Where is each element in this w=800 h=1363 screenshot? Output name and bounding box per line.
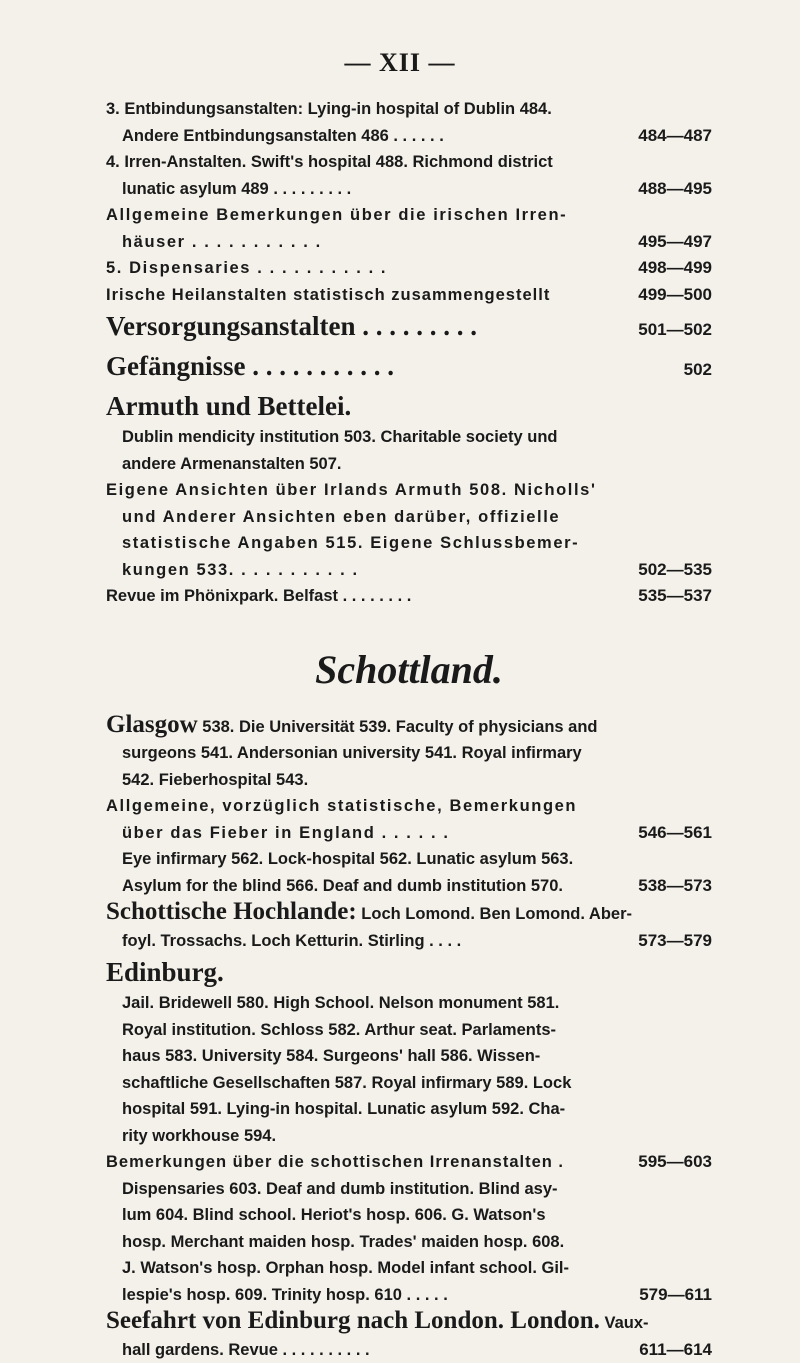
toc-entry-line: Gefängnisse . . . . . . . . . . . <box>106 348 684 384</box>
toc-entry-versorgungsanstalten <box>106 308 712 348</box>
toc-entry-irren-anstalten <box>106 149 712 202</box>
page-range: 595—603 <box>638 1149 712 1176</box>
toc-entry-line: hosp. Merchant maiden hosp. Trades' maiden hosp. 608. <box>106 1229 712 1256</box>
toc-entry-line: Revue im Phönixpark. Belfast . . . . . . . . <box>106 583 638 610</box>
page-number: — XII — <box>0 48 800 78</box>
toc-entry-line: Andere Entbindungsanstalten 486 . . . . . . <box>122 123 638 150</box>
toc-entry-line: Bemerkungen über die schottischen Irrenanstalten . <box>106 1149 638 1176</box>
toc-entry-line: Asylum for the blind 566. Deaf and dumb institution 570. <box>122 873 638 900</box>
page-range: 611—614 <box>639 1337 712 1363</box>
page-range: 502 <box>684 352 712 388</box>
toc-entry-line: Loch Lomond. Ben Lomond. Aber- <box>361 905 632 923</box>
toc-entry-line: Armuth und Bettelei. <box>106 388 712 424</box>
toc-entry-line: Eigene Ansichten über Irlands Armuth 508. Nicholls' <box>106 477 712 504</box>
toc-entry-line: 3. Entbindungsanstalten: Lying-in hospital of Dublin 484. <box>106 96 712 123</box>
toc-entry-edinburg-details <box>106 990 712 1149</box>
page-range: 579—611 <box>639 1282 712 1309</box>
page-range: 499—500 <box>638 282 712 309</box>
toc-entry-line: Royal institution. Schloss 582. Arthur seat. Parlaments- <box>106 1017 712 1044</box>
toc-entry-dispensaries <box>106 255 712 282</box>
toc-entry-line: Vaux- <box>605 1314 649 1332</box>
toc-entry-line: foyl. Trossachs. Loch Ketturin. Stirling . . . . <box>122 928 638 955</box>
page-range: 573—579 <box>638 928 712 955</box>
toc-entry-line: statistische Angaben 515. Eigene Schlussbemer- <box>106 530 712 557</box>
page-range: 501—502 <box>638 312 712 348</box>
toc-entry-eigene-ansichten <box>106 477 712 583</box>
toc-entry-glasgow <box>106 712 712 794</box>
toc-entry-allgemeine-bemerkungen <box>106 202 712 255</box>
toc-entry-line: häuser . . . . . . . . . . . <box>122 229 638 256</box>
toc-entry-line: Allgemeine Bemerkungen über die irischen Irren- <box>106 202 712 229</box>
table-of-contents <box>106 96 712 1363</box>
toc-entry-irische-heilanstalten <box>106 282 712 309</box>
page-range: 484—487 <box>638 123 712 150</box>
toc-entry-line: Jail. Bridewell 580. High School. Nelson monument 581. <box>106 990 712 1017</box>
page-range: 488—495 <box>638 176 712 203</box>
toc-entry-revue-phoenixpark <box>106 583 712 610</box>
toc-entry-schottische-irrenanstalten <box>106 1149 712 1176</box>
toc-entry-lead: Glasgow <box>106 711 198 738</box>
toc-entry-edinburg-dispensaries <box>106 1176 712 1309</box>
toc-entry-line: kungen 533. . . . . . . . . . . <box>122 557 638 584</box>
page-range: 538—573 <box>638 873 712 900</box>
toc-entry-line: lunatic asylum 489 . . . . . . . . . <box>122 176 638 203</box>
toc-entry-line: lum 604. Blind school. Heriot's hosp. 606. G. Watson's <box>106 1202 712 1229</box>
toc-entry-line: 542. Fieberhospital 543. <box>106 767 712 794</box>
section-heading-armuth <box>106 388 712 424</box>
page-range: 495—497 <box>638 229 712 256</box>
toc-entry-dublin-mendicity <box>106 424 712 477</box>
toc-entry-line: surgeons 541. Andersonian university 541. Royal infirmary <box>106 740 712 767</box>
page-range: 502—535 <box>638 557 712 584</box>
toc-entry-line: 4. Irren-Anstalten. Swift's hospital 488. Richmond district <box>106 149 712 176</box>
toc-entry-line: schaftliche Gesellschaften 587. Royal infirmary 589. Lock <box>106 1070 712 1097</box>
toc-entry-line: 5. Dispensaries . . . . . . . . . . . <box>106 255 638 282</box>
toc-entry-line: andere Armenanstalten 507. <box>106 451 712 478</box>
section-heading-edinburg <box>106 954 712 990</box>
toc-entry-schottische-hochlande <box>106 899 712 954</box>
page-range: 535—537 <box>638 583 712 610</box>
toc-entry-line: Versorgungsanstalten . . . . . . . . . <box>106 308 638 344</box>
toc-entry-line: hall gardens. Revue . . . . . . . . . . <box>122 1337 639 1363</box>
toc-entry-line: lespie's hosp. 609. Trinity hosp. 610 . . . . . <box>122 1282 639 1309</box>
toc-entry-line: haus 583. University 584. Surgeons' hall 586. Wissen- <box>106 1043 712 1070</box>
toc-entry-line: rity workhouse 594. <box>106 1123 712 1150</box>
toc-entry-line: und Anderer Ansichten eben darüber, offizielle <box>106 504 712 531</box>
toc-entry-eye-infirmary <box>106 846 712 899</box>
toc-entry-line: Allgemeine, vorzüglich statistische, Bemerkungen <box>106 793 712 820</box>
toc-entry-lead: Schottische Hochlande: <box>106 898 357 925</box>
toc-entry-line: Edinburg. <box>106 954 712 990</box>
toc-entry-seefahrt <box>106 1308 712 1363</box>
toc-entry-lead: Seefahrt von Edinburg nach London. London. <box>106 1307 600 1334</box>
section-title-schottland: Schottland. <box>106 642 712 698</box>
toc-entry-line: Dublin mendicity institution 503. Charitable society und <box>106 424 712 451</box>
page-range: 546—561 <box>638 820 712 847</box>
toc-entry-line: J. Watson's hosp. Orphan hosp. Model infant school. Gil- <box>106 1255 712 1282</box>
toc-entry-line: 538. Die Universität 539. Faculty of physicians and <box>202 718 597 736</box>
toc-entry-line: über das Fieber in England . . . . . . <box>122 820 638 847</box>
toc-entry-fieber-england <box>106 793 712 846</box>
toc-entry-line: Eye infirmary 562. Lock-hospital 562. Lunatic asylum 563. <box>106 846 712 873</box>
toc-entry-gefaengnisse <box>106 348 712 388</box>
toc-entry-entbindungsanstalten <box>106 96 712 149</box>
toc-entry-line: Dispensaries 603. Deaf and dumb institution. Blind asy- <box>106 1176 712 1203</box>
toc-entry-line: Irische Heilanstalten statistisch zusammengestellt <box>106 282 638 309</box>
page-range: 498—499 <box>638 255 712 282</box>
toc-entry-line: hospital 591. Lying-in hospital. Lunatic asylum 592. Cha- <box>106 1096 712 1123</box>
